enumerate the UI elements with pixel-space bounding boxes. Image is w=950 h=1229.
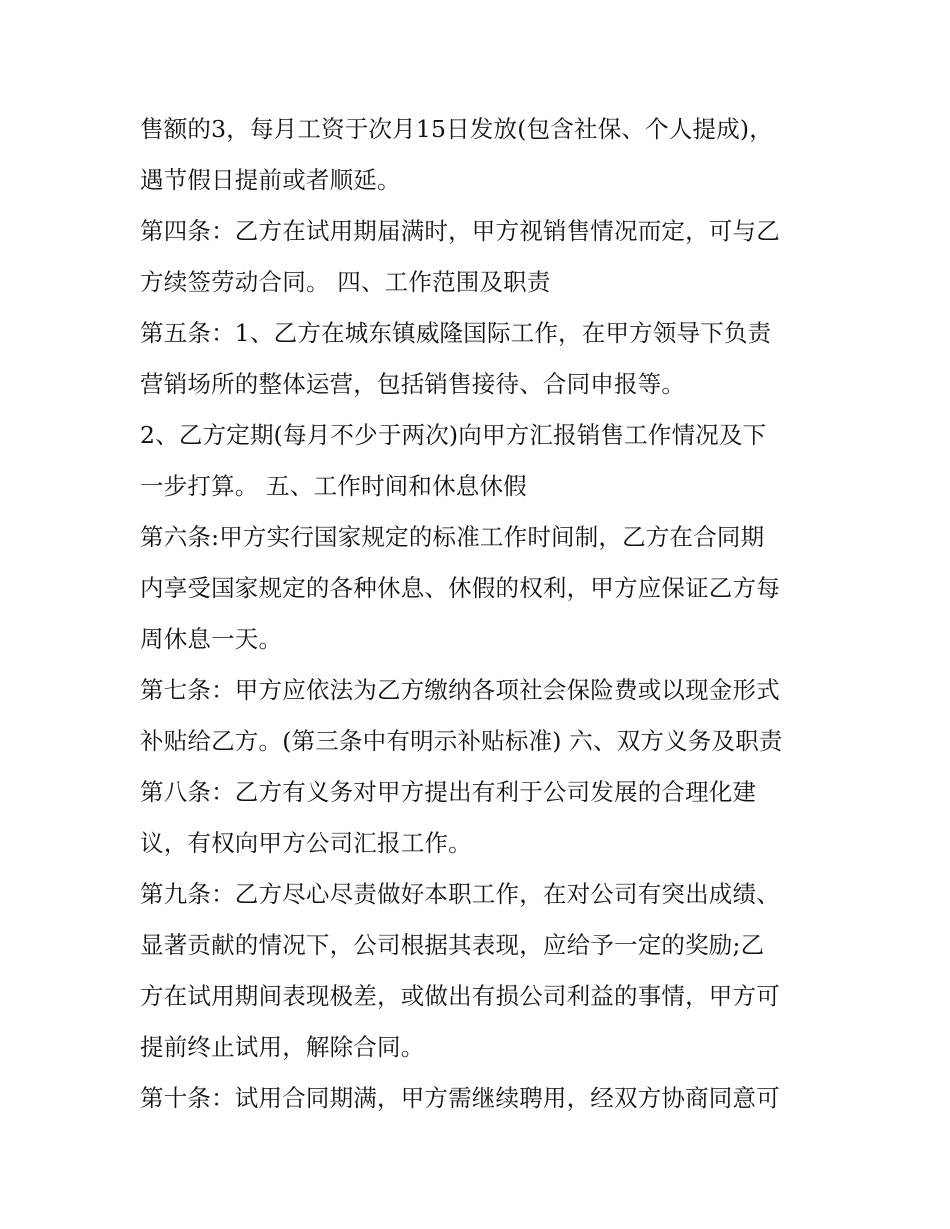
text-line: 第五条：1、乙方在城东镇威隆国际工作，在甲方领导下负责	[140, 319, 772, 347]
text-line: 第六条:甲方实行国家规定的标准工作时间制，乙方在合同期	[140, 523, 765, 551]
text-line: 2、乙方定期(每月不少于两次)向甲方汇报销售工作情况及下	[140, 421, 767, 449]
text-line: 议，有权向甲方公司汇报工作。	[140, 829, 472, 857]
text-line: 方续签劳动合同。 四、工作范围及职责	[140, 268, 551, 296]
text-line: 第七条：甲方应依法为乙方缴纳各项社会保险费或以现金形式	[140, 676, 780, 704]
text-line: 一步打算。 五、工作时间和休息休假	[140, 472, 527, 500]
contract-text-block	[140, 104, 820, 1124]
text-line: 第十条：试用合同期满，甲方需继续聘用，经双方协商同意可	[140, 1084, 780, 1112]
text-line: 营销场所的整体运营，包括销售接待、合同申报等。	[140, 370, 686, 398]
text-line: 周休息一天。	[140, 625, 283, 653]
text-line: 提前终止试用，解除合同。	[140, 1033, 425, 1061]
text-line: 显著贡献的情况下，公司根据其表现，应给予一定的奖励;乙	[140, 931, 765, 959]
text-line: 遇节假日提前或者顺延。	[140, 166, 401, 194]
text-line: 内享受国家规定的各种休息、休假的权利，甲方应保证乙方每	[140, 574, 780, 602]
text-line: 补贴给乙方。(第三条中有明示补贴标准) 六、双方义务及职责	[140, 727, 783, 755]
text-line: 售额的3，每月工资于次月15日发放(包含社保、个人提成)，	[140, 115, 773, 143]
text-line: 第四条：乙方在试用期届满时，甲方视销售情况而定，可与乙	[140, 217, 780, 245]
text-line: 方在试用期间表现极差，或做出有损公司利益的事情，甲方可	[140, 982, 780, 1010]
text-line: 第九条：乙方尽心尽责做好本职工作，在对公司有突出成绩、	[140, 880, 780, 908]
text-line: 第八条：乙方有义务对甲方提出有利于公司发展的合理化建	[140, 778, 757, 806]
